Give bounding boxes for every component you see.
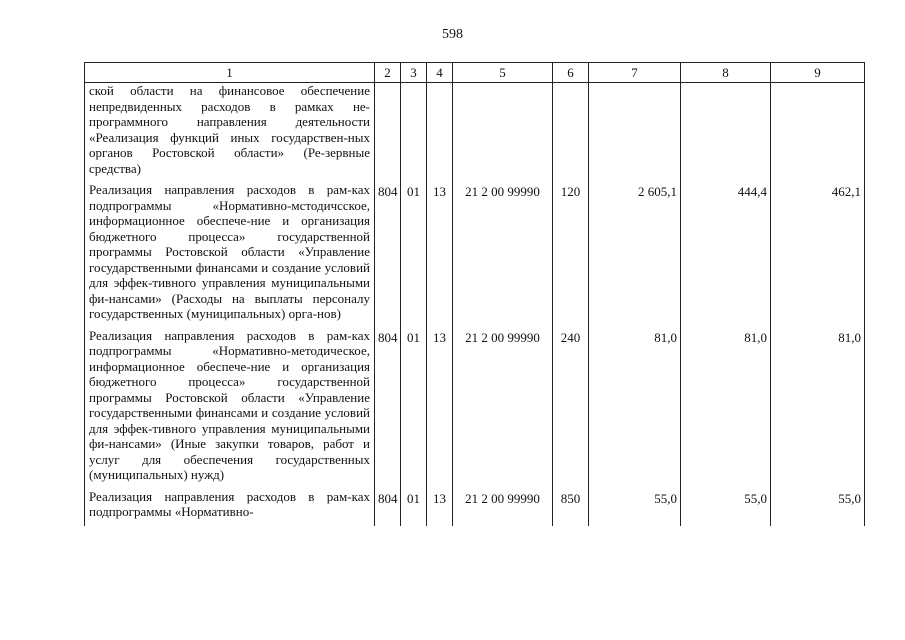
row-description: Реализация направления расходов в рам-ках подпрограммы «Нормативно-мстодичсское, информационное обеспече-ние и организация бюджетного процесса» государственной программы Ростовской области «Управление государственными финансами и создание условий для эффек-тивного управления муниципальными фи-нансами» (Расходы на выплаты персоналу государственных (муниципальных) орга-нов): [85, 182, 375, 328]
header-row: [85, 63, 865, 83]
cell-section: [401, 83, 427, 183]
column-header-3: 3: [401, 63, 427, 83]
column-header-2: 2: [375, 63, 401, 83]
column-header-9: 9: [771, 63, 865, 83]
cell-target-article: 21 2 00 99990: [453, 489, 553, 526]
cell-section: 01: [401, 328, 427, 489]
cell-expense-type: [553, 83, 589, 183]
row-description: ской области на финансовое обеспечение непредвиденных расходов в рамках не-программного направления деятельности «Реализация функций иных государствен-ных органов Ростовской области» (Ре-зервные средства): [85, 83, 375, 183]
cell-expense-type: 120: [553, 182, 589, 328]
cell-amount-year-2: 81,0: [681, 328, 771, 489]
budget-table: [84, 62, 865, 526]
cell-expense-type: 240: [553, 328, 589, 489]
cell-subsection: 13: [427, 489, 453, 526]
cell-amount-year-1: [589, 83, 681, 183]
cell-section: 01: [401, 489, 427, 526]
cell-amount-year-3: 55,0: [771, 489, 865, 526]
cell-target-article: 21 2 00 99990: [453, 328, 553, 489]
cell-ministry-code: 804: [375, 182, 401, 328]
cell-amount-year-3: [771, 83, 865, 183]
row-description: Реализация направления расходов в рам-ках подпрограммы «Нормативно-методическое, информационное обеспече-ние и организация бюджетного процесса» государственной программы Ростовской области «Управление государственными финансами и создание условий для эффек-тивного управления муниципальными фи-нансами» (Иные закупки товаров, работ и услуг для обеспечения государственных (муниципальных) нужд): [85, 328, 375, 489]
table-row: [85, 489, 865, 526]
cell-ministry-code: 804: [375, 489, 401, 526]
cell-subsection: 13: [427, 182, 453, 328]
cell-section: 01: [401, 182, 427, 328]
cell-subsection: [427, 83, 453, 183]
cell-subsection: 13: [427, 328, 453, 489]
column-header-1: 1: [85, 63, 375, 83]
column-header-5: 5: [453, 63, 553, 83]
cell-amount-year-2: 55,0: [681, 489, 771, 526]
table-row: [85, 182, 865, 328]
cell-amount-year-2: 444,4: [681, 182, 771, 328]
cell-target-article: 21 2 00 99990: [453, 182, 553, 328]
cell-expense-type: 850: [553, 489, 589, 526]
page-number: 598: [442, 27, 463, 42]
cell-amount-year-1: 81,0: [589, 328, 681, 489]
cell-amount-year-3: 81,0: [771, 328, 865, 489]
cell-target-article: [453, 83, 553, 183]
cell-amount-year-3: 462,1: [771, 182, 865, 328]
column-header-6: 6: [553, 63, 589, 83]
cell-amount-year-1: 2 605,1: [589, 182, 681, 328]
cell-amount-year-1: 55,0: [589, 489, 681, 526]
table-row: [85, 83, 865, 183]
cell-amount-year-2: [681, 83, 771, 183]
column-header-8: 8: [681, 63, 771, 83]
column-header-4: 4: [427, 63, 453, 83]
column-header-7: 7: [589, 63, 681, 83]
table-row: [85, 328, 865, 489]
cell-ministry-code: 804: [375, 328, 401, 489]
row-description: Реализация направления расходов в рам-ках подпрограммы «Нормативно-: [85, 489, 375, 526]
cell-ministry-code: [375, 83, 401, 183]
